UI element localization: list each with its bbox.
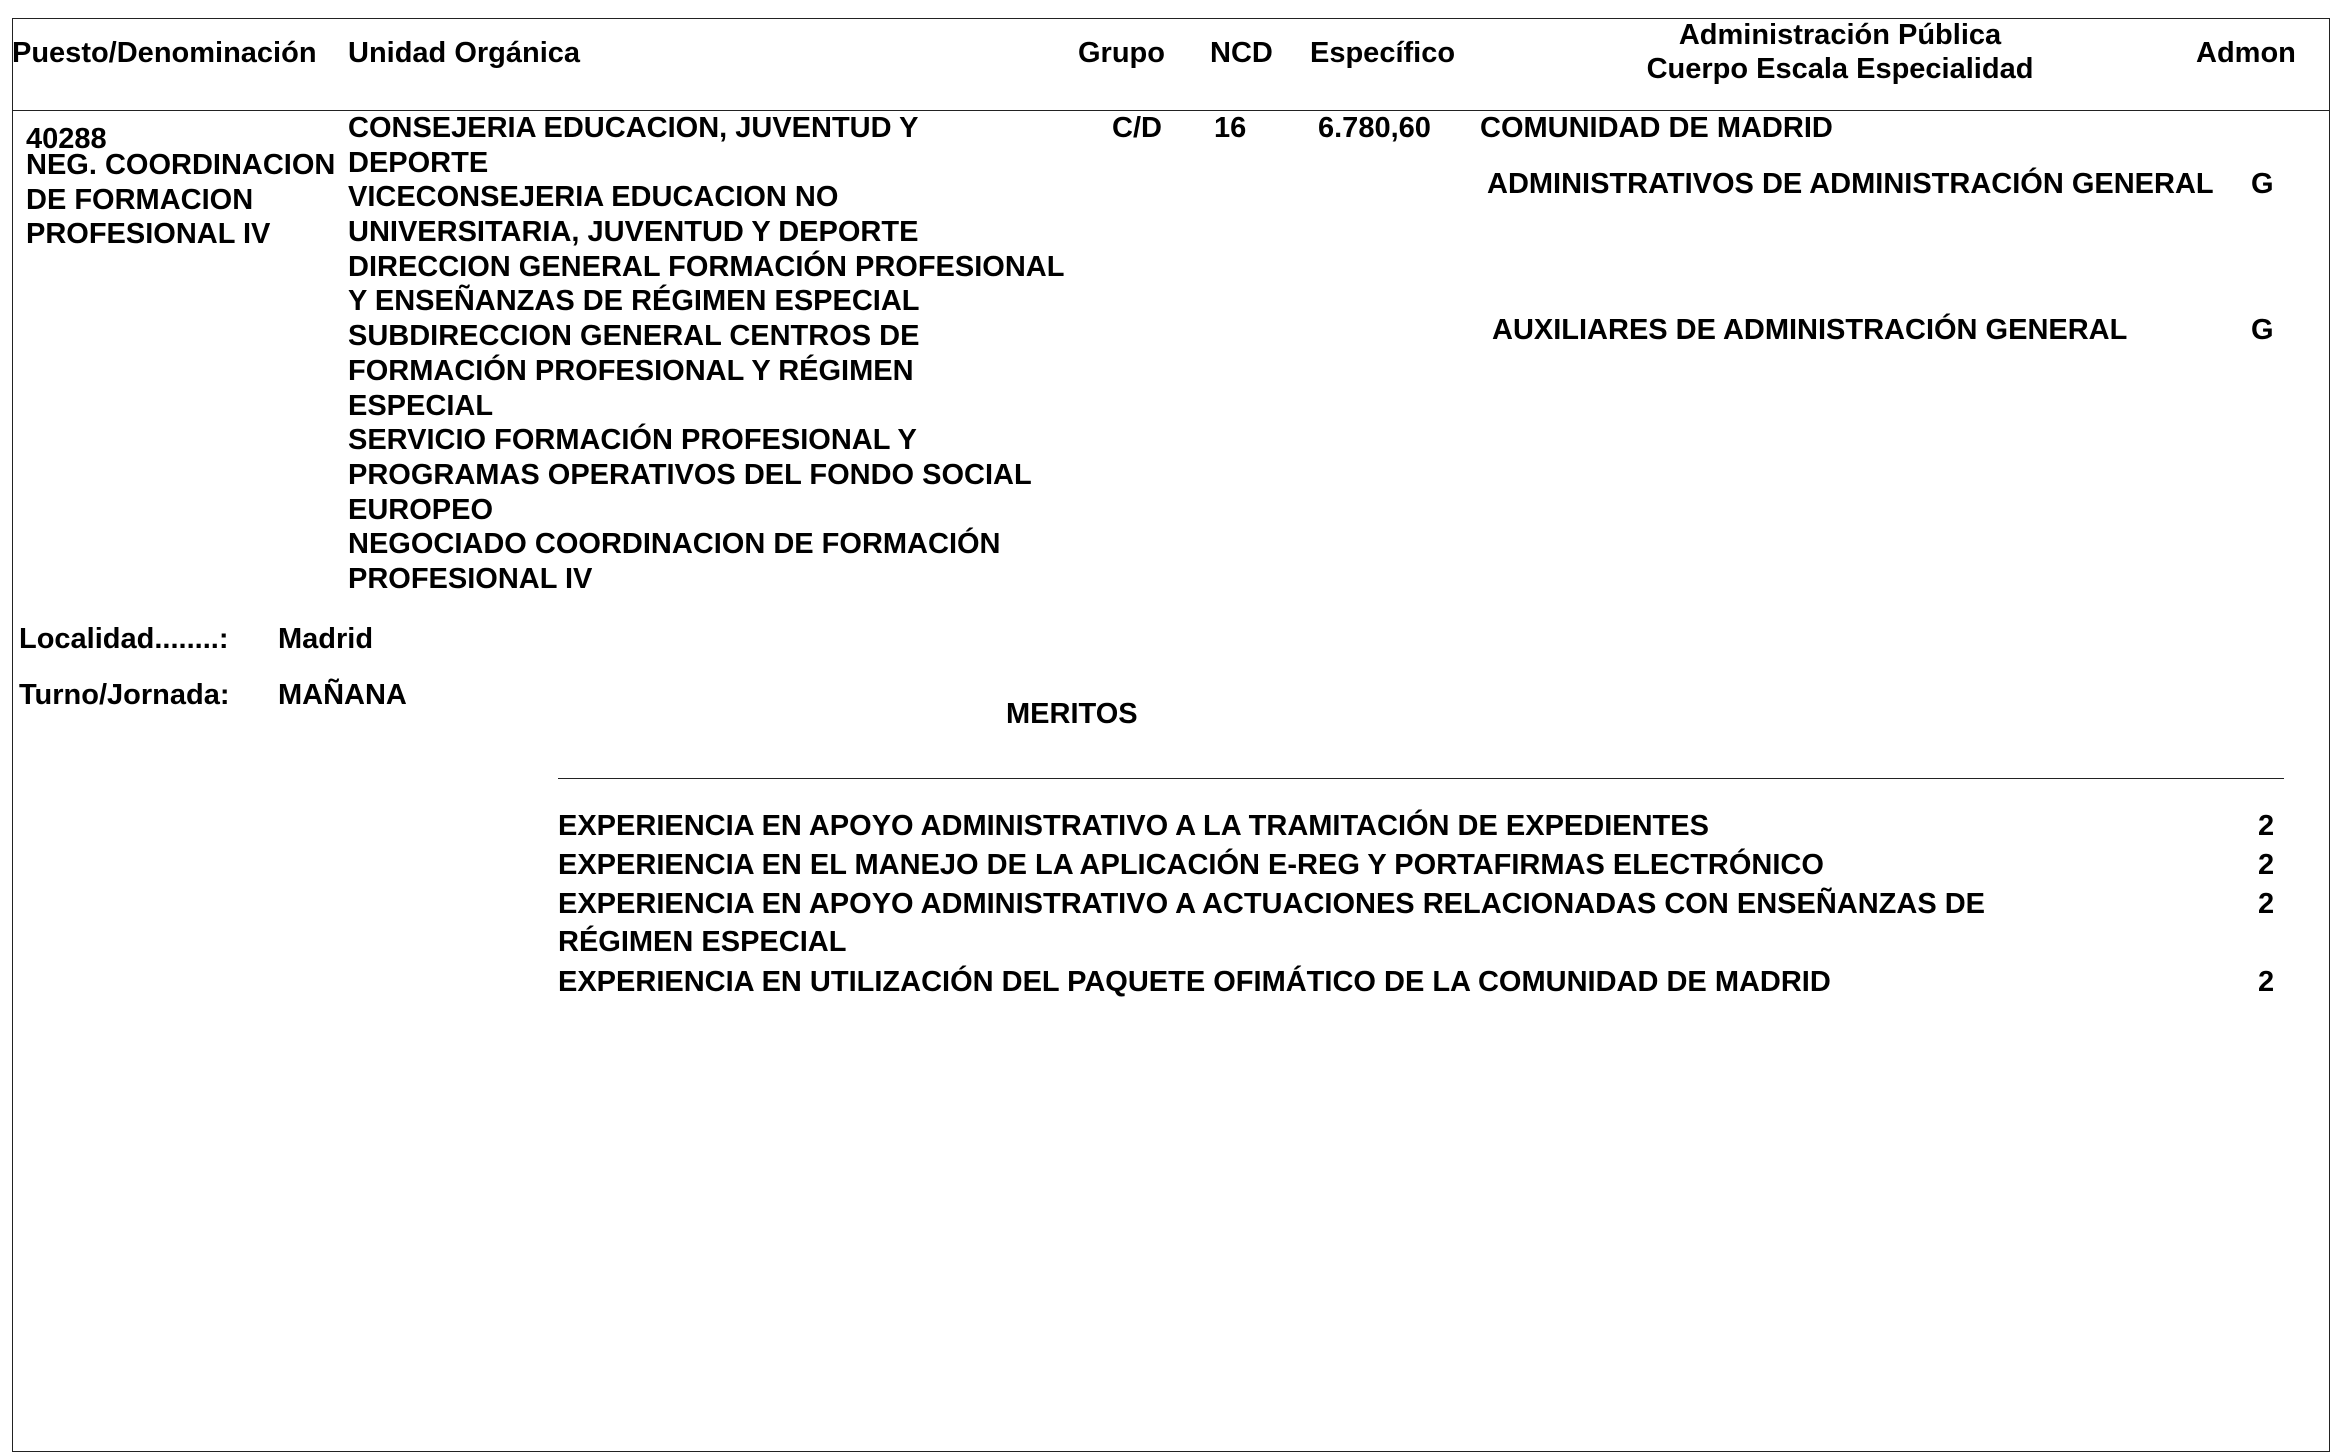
grupo-value: C/D xyxy=(1112,112,1162,144)
turno-value: MAÑANA xyxy=(278,679,407,711)
cuerpo-nombre: ADMINISTRATIVOS DE ADMINISTRACIÓN GENERAL xyxy=(1487,168,2214,200)
cuerpo-nombre: AUXILIARES DE ADMINISTRACIÓN GENERAL xyxy=(1492,314,2128,346)
denominacion-line: NEG. COORDINACION xyxy=(26,149,336,181)
unidad-organica xyxy=(348,111,1064,597)
header-puesto: Puesto/Denominación xyxy=(12,37,317,69)
header-cuerpo-escala: Cuerpo Escala Especialidad xyxy=(1646,53,2034,85)
localidad-value: Madrid xyxy=(278,623,374,655)
unidad-line: ESPECIAL xyxy=(348,389,494,422)
merito-text: EXPERIENCIA EN APOYO ADMINISTRATIVO A ACTUACIONES RELACIONADAS CON ENSEÑANZAS DE xyxy=(558,888,1986,920)
unidad-line: Y ENSEÑANZAS DE RÉGIMEN ESPECIAL xyxy=(348,285,920,318)
especifico-value: 6.780,60 xyxy=(1318,112,1431,144)
header-ncd: NCD xyxy=(1210,37,1273,69)
meritos-title: MERITOS xyxy=(1006,698,1138,730)
unidad-line: SERVICIO FORMACIÓN PROFESIONAL Y xyxy=(348,424,917,457)
unidad-line: EUROPEO xyxy=(348,493,494,526)
cuerpo-admon: G xyxy=(2251,314,2274,346)
meritos-divider xyxy=(558,778,2284,779)
header-grupo: Grupo xyxy=(1078,37,1165,69)
merito-puntos: 2 xyxy=(2258,810,2275,842)
denominacion-line: PROFESIONAL IV xyxy=(26,218,271,251)
puesto-codigo: 40288 xyxy=(26,123,107,155)
localidad-label: Localidad........: xyxy=(19,623,229,655)
header-admon: Admon xyxy=(2196,37,2296,69)
merito-puntos: 2 xyxy=(2258,849,2275,881)
cuerpo-admon: G xyxy=(2251,168,2274,200)
administracion-value: COMUNIDAD DE MADRID xyxy=(1480,112,1833,144)
ncd-value: 16 xyxy=(1214,112,1247,144)
merito-text: EXPERIENCIA EN UTILIZACIÓN DEL PAQUETE OFIMÁTICO DE LA COMUNIDAD DE MADRID xyxy=(558,966,1831,998)
header-unidad: Unidad Orgánica xyxy=(348,37,581,69)
unidad-line: NEGOCIADO COORDINACION DE FORMACIÓN xyxy=(348,528,1001,561)
header-admin-publica: Administración Pública xyxy=(1678,19,2002,51)
merito-puntos: 2 xyxy=(2258,888,2275,920)
merito-text: EXPERIENCIA EN APOYO ADMINISTRATIVO A LA TRAMITACIÓN DE EXPEDIENTES xyxy=(558,810,1709,842)
merito-puntos: 2 xyxy=(2258,966,2275,998)
unidad-line: PROGRAMAS OPERATIVOS DEL FONDO SOCIAL xyxy=(348,458,1032,491)
puesto-denominacion xyxy=(26,148,335,252)
unidad-line: DIRECCION GENERAL FORMACIÓN PROFESIONAL xyxy=(348,250,1065,283)
merito-text: EXPERIENCIA EN EL MANEJO DE LA APLICACIÓN E-REG Y PORTAFIRMAS ELECTRÓNICO xyxy=(558,849,1824,881)
merito-text: RÉGIMEN ESPECIAL xyxy=(558,926,847,958)
unidad-line: PROFESIONAL IV xyxy=(348,562,593,595)
unidad-line: DEPORTE xyxy=(348,146,489,179)
unidad-line: UNIVERSITARIA, JUVENTUD Y DEPORTE xyxy=(348,216,919,249)
turno-label: Turno/Jornada: xyxy=(19,679,230,711)
unidad-line: CONSEJERIA EDUCACION, JUVENTUD Y xyxy=(348,112,919,144)
unidad-line: VICECONSEJERIA EDUCACION NO xyxy=(348,181,839,214)
denominacion-line: DE FORMACION xyxy=(26,183,254,216)
header-especifico: Específico xyxy=(1310,37,1456,69)
unidad-line: SUBDIRECCION GENERAL CENTROS DE xyxy=(348,320,920,353)
unidad-line: FORMACIÓN PROFESIONAL Y RÉGIMEN xyxy=(348,354,914,387)
